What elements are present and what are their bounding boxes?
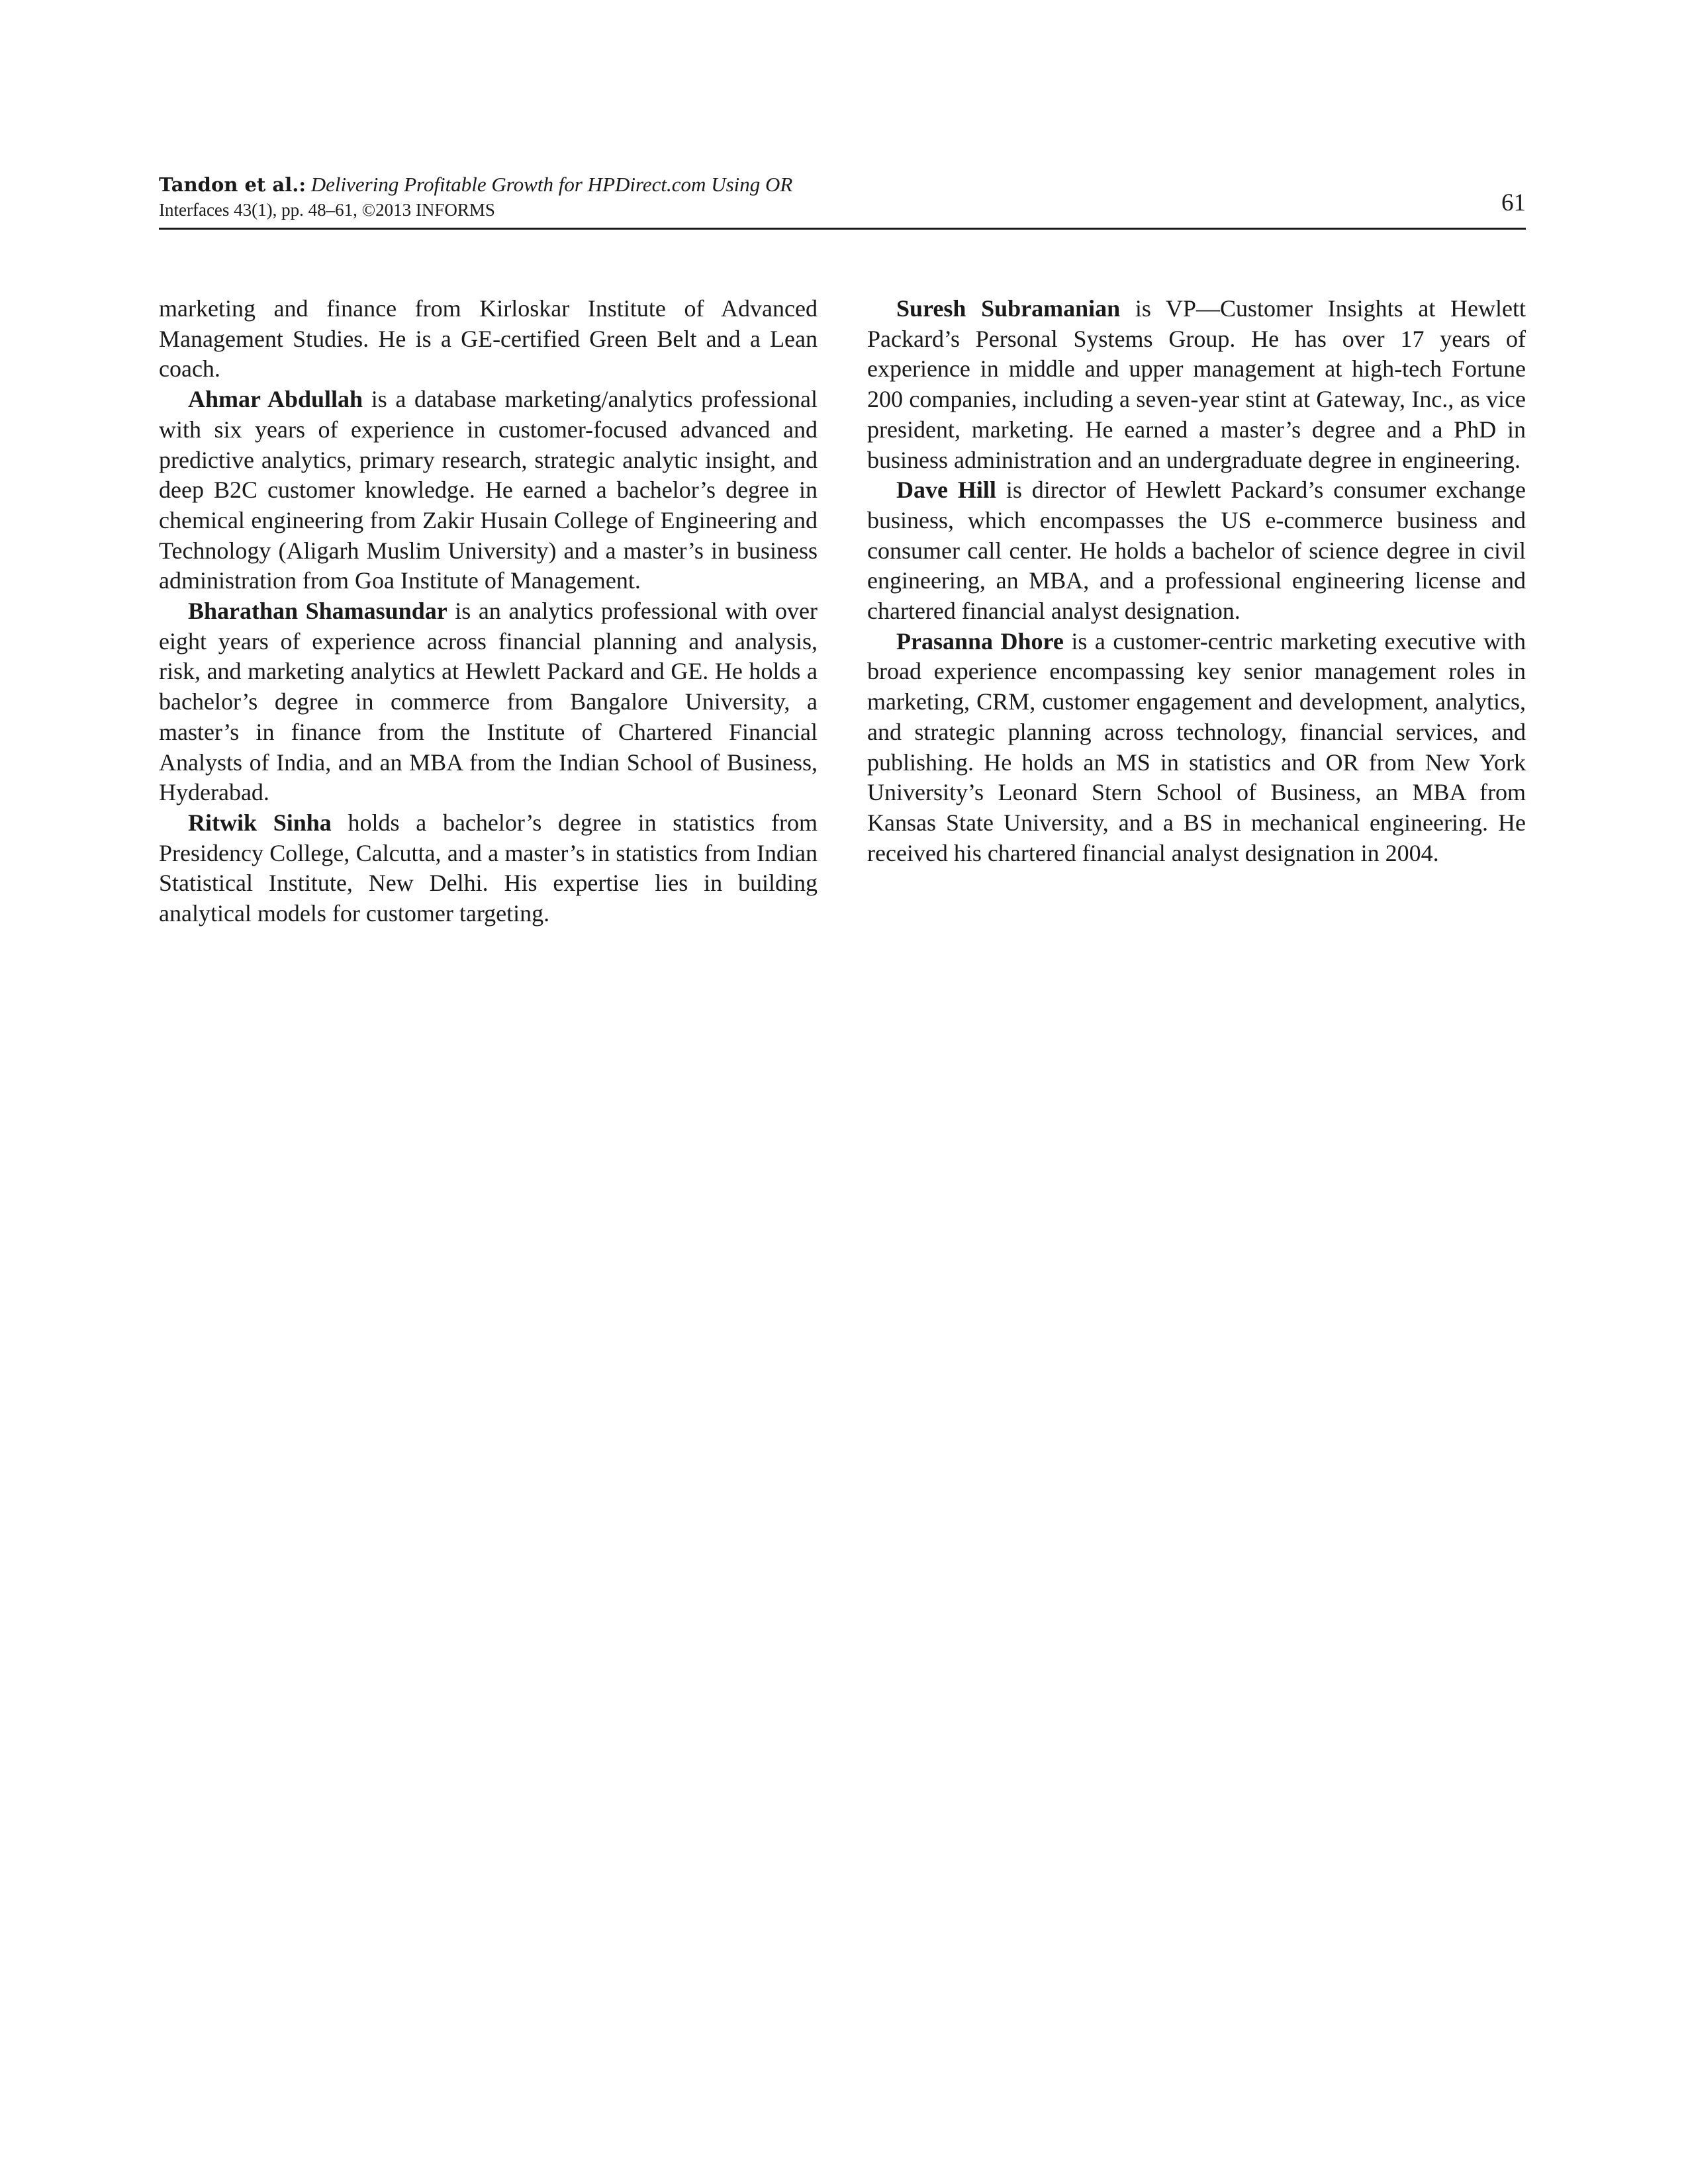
bio-paragraph [867, 475, 1526, 627]
bio-paragraph [159, 385, 818, 596]
running-head-citation: Interfaces 43(1), pp. 48–61, ©2013 INFORMS [159, 200, 495, 220]
bio-text: is director of Hewlett Packard’s consumer exchange business, which encompasses the US e-commerce business and consumer call center. He holds a bachelor of science degree in civil engineering, an MBA, and a professional engineering license and chartered financial analyst designation. [867, 477, 1526, 625]
bio-name: Ahmar Abdullah [188, 386, 363, 413]
running-head-authors: Tandon et al.: [159, 173, 306, 196]
bio-text: is a database marketing/analytics professional with six years of experience in customer-focused advanced and predictive analytics, primary research, strategic analytic insight, and deep B2C customer knowledge. He earned a bachelor’s degree in chemical engineering from Zakir Husain College of Engineering and Technology (Aligarh Muslim University) and a master’s in business administration from Goa Institute of Management. [159, 386, 818, 594]
running-head [159, 169, 1526, 230]
bio-text: is an analytics professional with over eight years of experience across financial planning and analysis, risk, and marketing analytics at Hewlett Packard and GE. He holds a bachelor’s degree in commerce from Bangalore University, a master’s in finance from the Institute of Chartered Financial Analysts of India, and an MBA from the Indian School of Business, Hyderabad. [159, 598, 818, 806]
bio-text: holds a bachelor’s degree in statistics from Presidency College, Calcutta, and a master’s in statistics from Indian Statistical Institute, New Delhi. His expertise lies in building analytical models for customer targeting. [159, 809, 818, 927]
bio-name: Bharathan Shamasundar [188, 598, 447, 625]
bio-paragraph [159, 596, 818, 808]
right-column [867, 294, 1526, 868]
left-column [159, 294, 818, 929]
running-head-article-title: Delivering Profitable Growth for HPDirect.com Using OR [310, 173, 793, 196]
bio-name: Prasanna Dhore [896, 627, 1064, 655]
bio-name: Dave Hill [896, 477, 996, 504]
page-number: 61 [1501, 189, 1526, 216]
bio-text: is a customer-centric marketing executive with broad experience encompassing key senior management roles in marketing, CRM, customer engagement and development, analytics, and strategic planning across technology, financial services, and publishing. He holds an MS in statistics and OR from New York University’s Leonard Stern School of Business, an MBA from Kansas State University, and a BS in mechanical engineering. He received his chartered financial analyst designation in 2004. [867, 627, 1526, 866]
bio-paragraph [867, 627, 1526, 869]
bio-paragraph [159, 808, 818, 929]
bio-text: is VP—Customer Insights at Hewlett Packard’s Personal Systems Group. He has over 17 years of experience in middle and upper management at high-tech Fortune 200 companies, including a seven-year stint at Gateway, Inc., as vice president, marketing. He earned a master’s degree and a PhD in business administration and an undergraduate degree in engineering. [867, 295, 1526, 473]
bio-continuation: marketing and finance from Kirloskar Institute of Advanced Management Studies. He is a GE-certified Green Belt and a Lean coach. [159, 295, 818, 383]
bio-name: Suresh Subramanian [896, 295, 1121, 322]
bio-paragraph [867, 294, 1526, 475]
bio-name: Ritwik Sinha [188, 809, 332, 836]
running-head-title-line [159, 171, 792, 198]
